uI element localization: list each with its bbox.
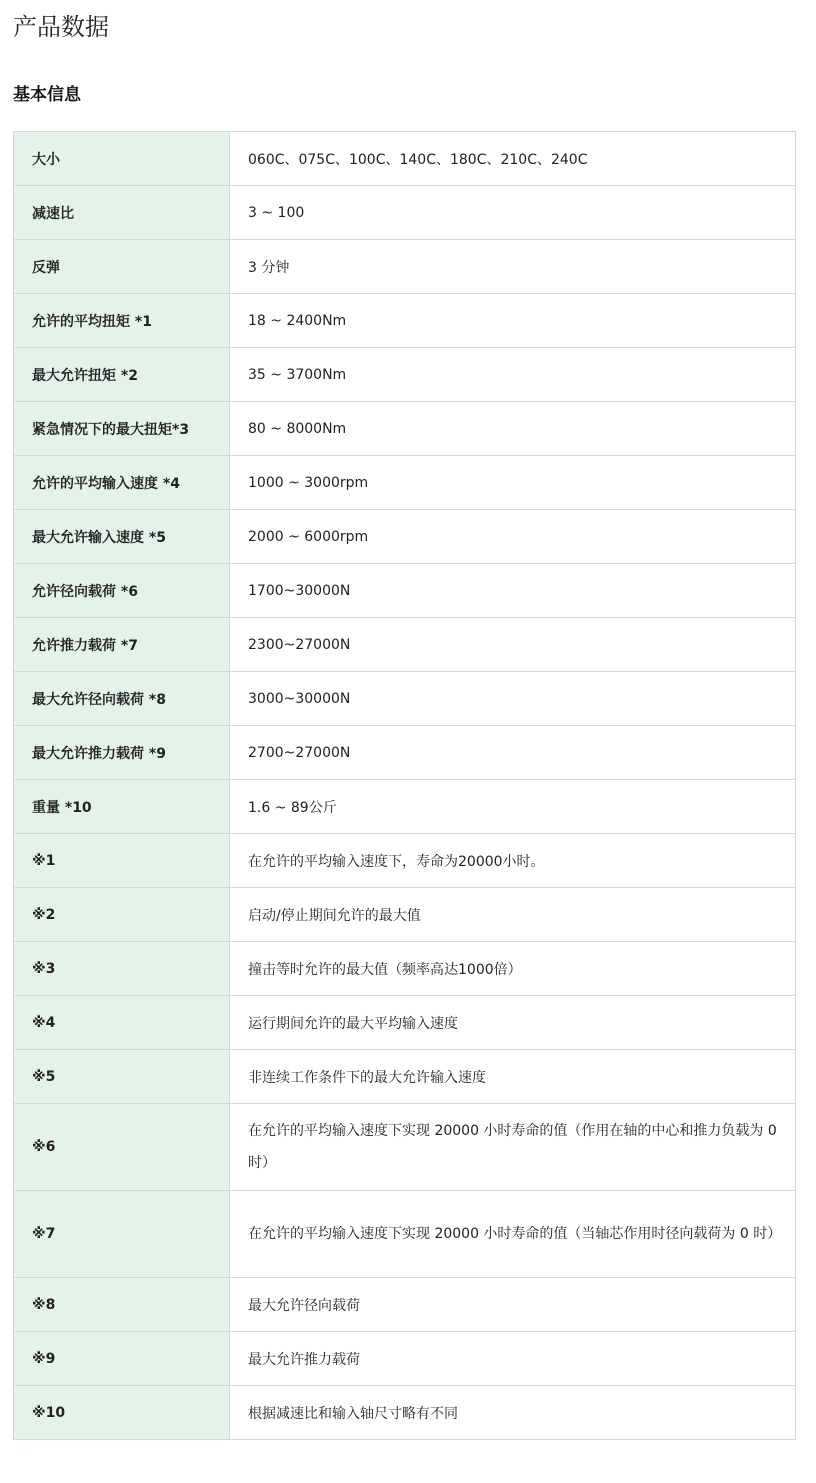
row-value: 1.6 ~ 89公斤 <box>230 780 796 834</box>
row-value: 最大允许推力载荷 <box>230 1332 796 1386</box>
row-label: 允许的平均扭矩 *1 <box>14 294 230 348</box>
row-value: 启动/停止期间允许的最大值 <box>230 888 796 942</box>
row-label: 允许径向载荷 *6 <box>14 564 230 618</box>
table-row <box>14 564 796 618</box>
spec-table <box>13 131 796 1440</box>
row-value: 060C、075C、100C、140C、180C、210C、240C <box>230 132 796 186</box>
row-value: 非连续工作条件下的最大允许输入速度 <box>230 1050 796 1104</box>
row-label: ※10 <box>14 1386 230 1440</box>
row-value: 2300~27000N <box>230 618 796 672</box>
row-label: ※3 <box>14 942 230 996</box>
row-label: ※4 <box>14 996 230 1050</box>
row-label: 大小 <box>14 132 230 186</box>
table-row <box>14 888 796 942</box>
table-row <box>14 1050 796 1104</box>
row-value: 2700~27000N <box>230 726 796 780</box>
row-label: ※1 <box>14 834 230 888</box>
row-label: 反弹 <box>14 240 230 294</box>
row-label: 允许推力载荷 *7 <box>14 618 230 672</box>
row-value: 1000 ~ 3000rpm <box>230 456 796 510</box>
row-value: 在允许的平均输入速度下实现 20000 小时寿命的值（当轴芯作用时径向载荷为 0 时） <box>230 1191 796 1278</box>
page-title: 产品数据 <box>13 13 109 41</box>
row-value: 1700~30000N <box>230 564 796 618</box>
table-row <box>14 618 796 672</box>
table-row <box>14 294 796 348</box>
table-row <box>14 240 796 294</box>
table-row <box>14 348 796 402</box>
row-value: 在允许的平均输入速度下，寿命为20000小时。 <box>230 834 796 888</box>
table-row <box>14 726 796 780</box>
table-row <box>14 834 796 888</box>
table-row <box>14 1386 796 1440</box>
table-row <box>14 510 796 564</box>
row-value: 18 ~ 2400Nm <box>230 294 796 348</box>
row-value: 在允许的平均输入速度下实现 20000 小时寿命的值（作用在轴的中心和推力负载为 0 时） <box>230 1104 796 1191</box>
row-label: 减速比 <box>14 186 230 240</box>
row-label: ※5 <box>14 1050 230 1104</box>
table-row <box>14 1332 796 1386</box>
table-row <box>14 1104 796 1191</box>
row-value: 撞击等时允许的最大值（频率高达1000倍） <box>230 942 796 996</box>
row-label: 允许的平均输入速度 *4 <box>14 456 230 510</box>
table-row <box>14 186 796 240</box>
table-row <box>14 456 796 510</box>
row-label: 紧急情况下的最大扭矩*3 <box>14 402 230 456</box>
table-row <box>14 996 796 1050</box>
row-label: ※8 <box>14 1278 230 1332</box>
table-row <box>14 942 796 996</box>
row-value: 最大允许径向载荷 <box>230 1278 796 1332</box>
row-label: 最大允许推力载荷 *9 <box>14 726 230 780</box>
row-label: 最大允许扭矩 *2 <box>14 348 230 402</box>
row-label: 最大允许径向载荷 *8 <box>14 672 230 726</box>
row-value: 2000 ~ 6000rpm <box>230 510 796 564</box>
table-row <box>14 672 796 726</box>
row-value: 根据减速比和输入轴尺寸略有不同 <box>230 1386 796 1440</box>
row-value: 80 ~ 8000Nm <box>230 402 796 456</box>
row-value: 3000~30000N <box>230 672 796 726</box>
row-label: 重量 *10 <box>14 780 230 834</box>
table-row <box>14 1191 796 1278</box>
row-value: 3 分钟 <box>230 240 796 294</box>
row-label: ※2 <box>14 888 230 942</box>
row-value: 35 ~ 3700Nm <box>230 348 796 402</box>
row-label: ※9 <box>14 1332 230 1386</box>
row-label: 最大允许输入速度 *5 <box>14 510 230 564</box>
row-label: ※7 <box>14 1191 230 1278</box>
row-label: ※6 <box>14 1104 230 1191</box>
table-row <box>14 132 796 186</box>
table-row <box>14 1278 796 1332</box>
row-value: 运行期间允许的最大平均输入速度 <box>230 996 796 1050</box>
section-title-basic-info: 基本信息 <box>13 85 81 105</box>
row-value: 3 ~ 100 <box>230 186 796 240</box>
table-row <box>14 402 796 456</box>
table-row <box>14 780 796 834</box>
